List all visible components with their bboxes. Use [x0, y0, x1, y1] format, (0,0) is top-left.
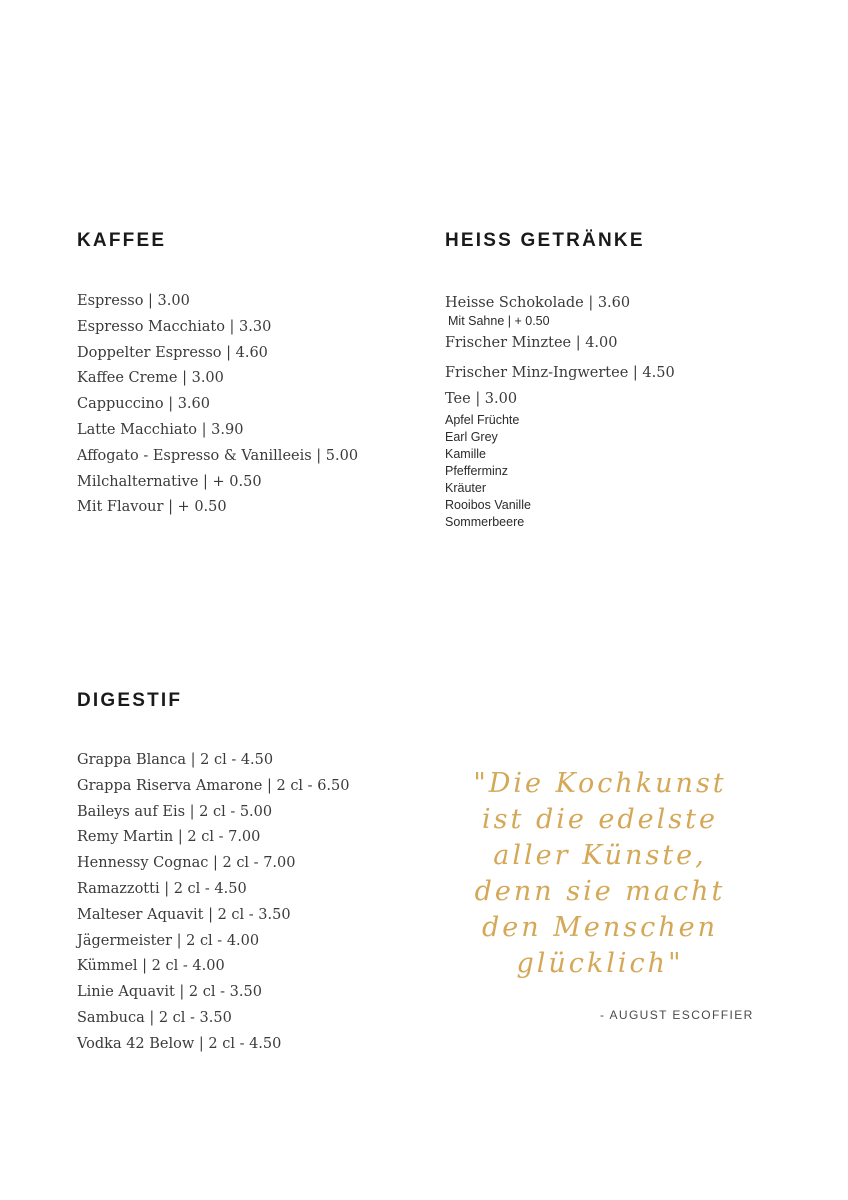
menu-item-minztee: Frischer Minztee | 4.00 [445, 335, 618, 351]
quote-line: ist die edelste [482, 804, 718, 835]
tea-variety: Pfefferminz [445, 464, 508, 478]
tea-variety: Apfel Früchte [445, 413, 520, 427]
quote-line: den Menschen [482, 912, 718, 943]
kaffee-list [77, 289, 358, 521]
menu-item: Latte Macchiato | 3.90 [77, 421, 244, 438]
tea-variety: Kräuter [445, 481, 486, 495]
digestif-section [77, 690, 349, 1058]
tea-variety: Earl Grey [445, 430, 498, 444]
quote-author: - AUGUST ESCOFFIER [600, 1008, 754, 1022]
menu-item: Hennessy Cognac | 2 cl - 7.00 [77, 855, 296, 872]
menu-item: Milchalternative | + 0.50 [77, 473, 262, 490]
menu-item: Espresso Macchiato | 3.30 [77, 318, 272, 335]
quote-line: aller Künste, [493, 840, 707, 871]
quote-line: "Die Kochkunst [473, 768, 727, 799]
menu-item: Cappuccino | 3.60 [77, 396, 210, 413]
quote-block [465, 766, 735, 982]
kaffee-section [77, 230, 358, 521]
heiss-getraenke-heading: HEISS GETRÄNKE [445, 230, 645, 251]
menu-item: Kaffee Creme | 3.00 [77, 370, 224, 387]
menu-item: Kümmel | 2 cl - 4.00 [77, 958, 225, 975]
menu-item: Malteser Aquavit | 2 cl - 3.50 [77, 906, 291, 923]
heiss-getraenke-list [445, 290, 675, 412]
quote-line: glücklich" [516, 948, 684, 979]
menu-item: Jägermeister | 2 cl - 4.00 [77, 932, 260, 949]
menu-item: Ramazzotti | 2 cl - 4.50 [77, 880, 247, 897]
menu-item: Grappa Blanca | 2 cl - 4.50 [77, 752, 274, 768]
menu-item: Remy Martin | 2 cl - 7.00 [77, 829, 261, 846]
tea-variety: Kamille [445, 447, 486, 461]
menu-extra-sahne: Mit Sahne | + 0.50 [448, 314, 550, 328]
tea-variety: Rooibos Vanille [445, 498, 531, 512]
quote-line: denn sie macht [474, 876, 726, 907]
menu-item: Grappa Riserva Amarone | 2 cl - 6.50 [77, 777, 350, 794]
menu-item: Linie Aquavit | 2 cl - 3.50 [77, 984, 262, 1001]
menu-item: Baileys auf Eis | 2 cl - 5.00 [77, 803, 273, 820]
digestif-list [77, 748, 349, 1058]
menu-item: Doppelter Espresso | 4.60 [77, 344, 268, 361]
digestif-heading: DIGESTIF [77, 690, 183, 711]
menu-item: Vodka 42 Below | 2 cl - 4.50 [77, 1035, 282, 1052]
quote-text [465, 766, 735, 982]
menu-item: Espresso | 3.00 [77, 293, 190, 309]
tea-variety-list [445, 412, 675, 531]
tea-variety: Sommerbeere [445, 515, 525, 529]
menu-item-ingwertee: Frischer Minz-Ingwertee | 4.50 [445, 365, 675, 381]
kaffee-heading: KAFFEE [77, 230, 167, 251]
menu-item: Sambuca | 2 cl - 3.50 [77, 1009, 232, 1026]
menu-item: Mit Flavour | + 0.50 [77, 499, 227, 516]
menu-item-schokolade: Heisse Schokolade | 3.60 [445, 295, 631, 311]
menu-item-tee: Tee | 3.00 [445, 391, 518, 407]
heiss-getraenke-section [445, 230, 675, 531]
menu-item: Affogato - Espresso & Vanilleeis | 5.00 [77, 447, 359, 464]
